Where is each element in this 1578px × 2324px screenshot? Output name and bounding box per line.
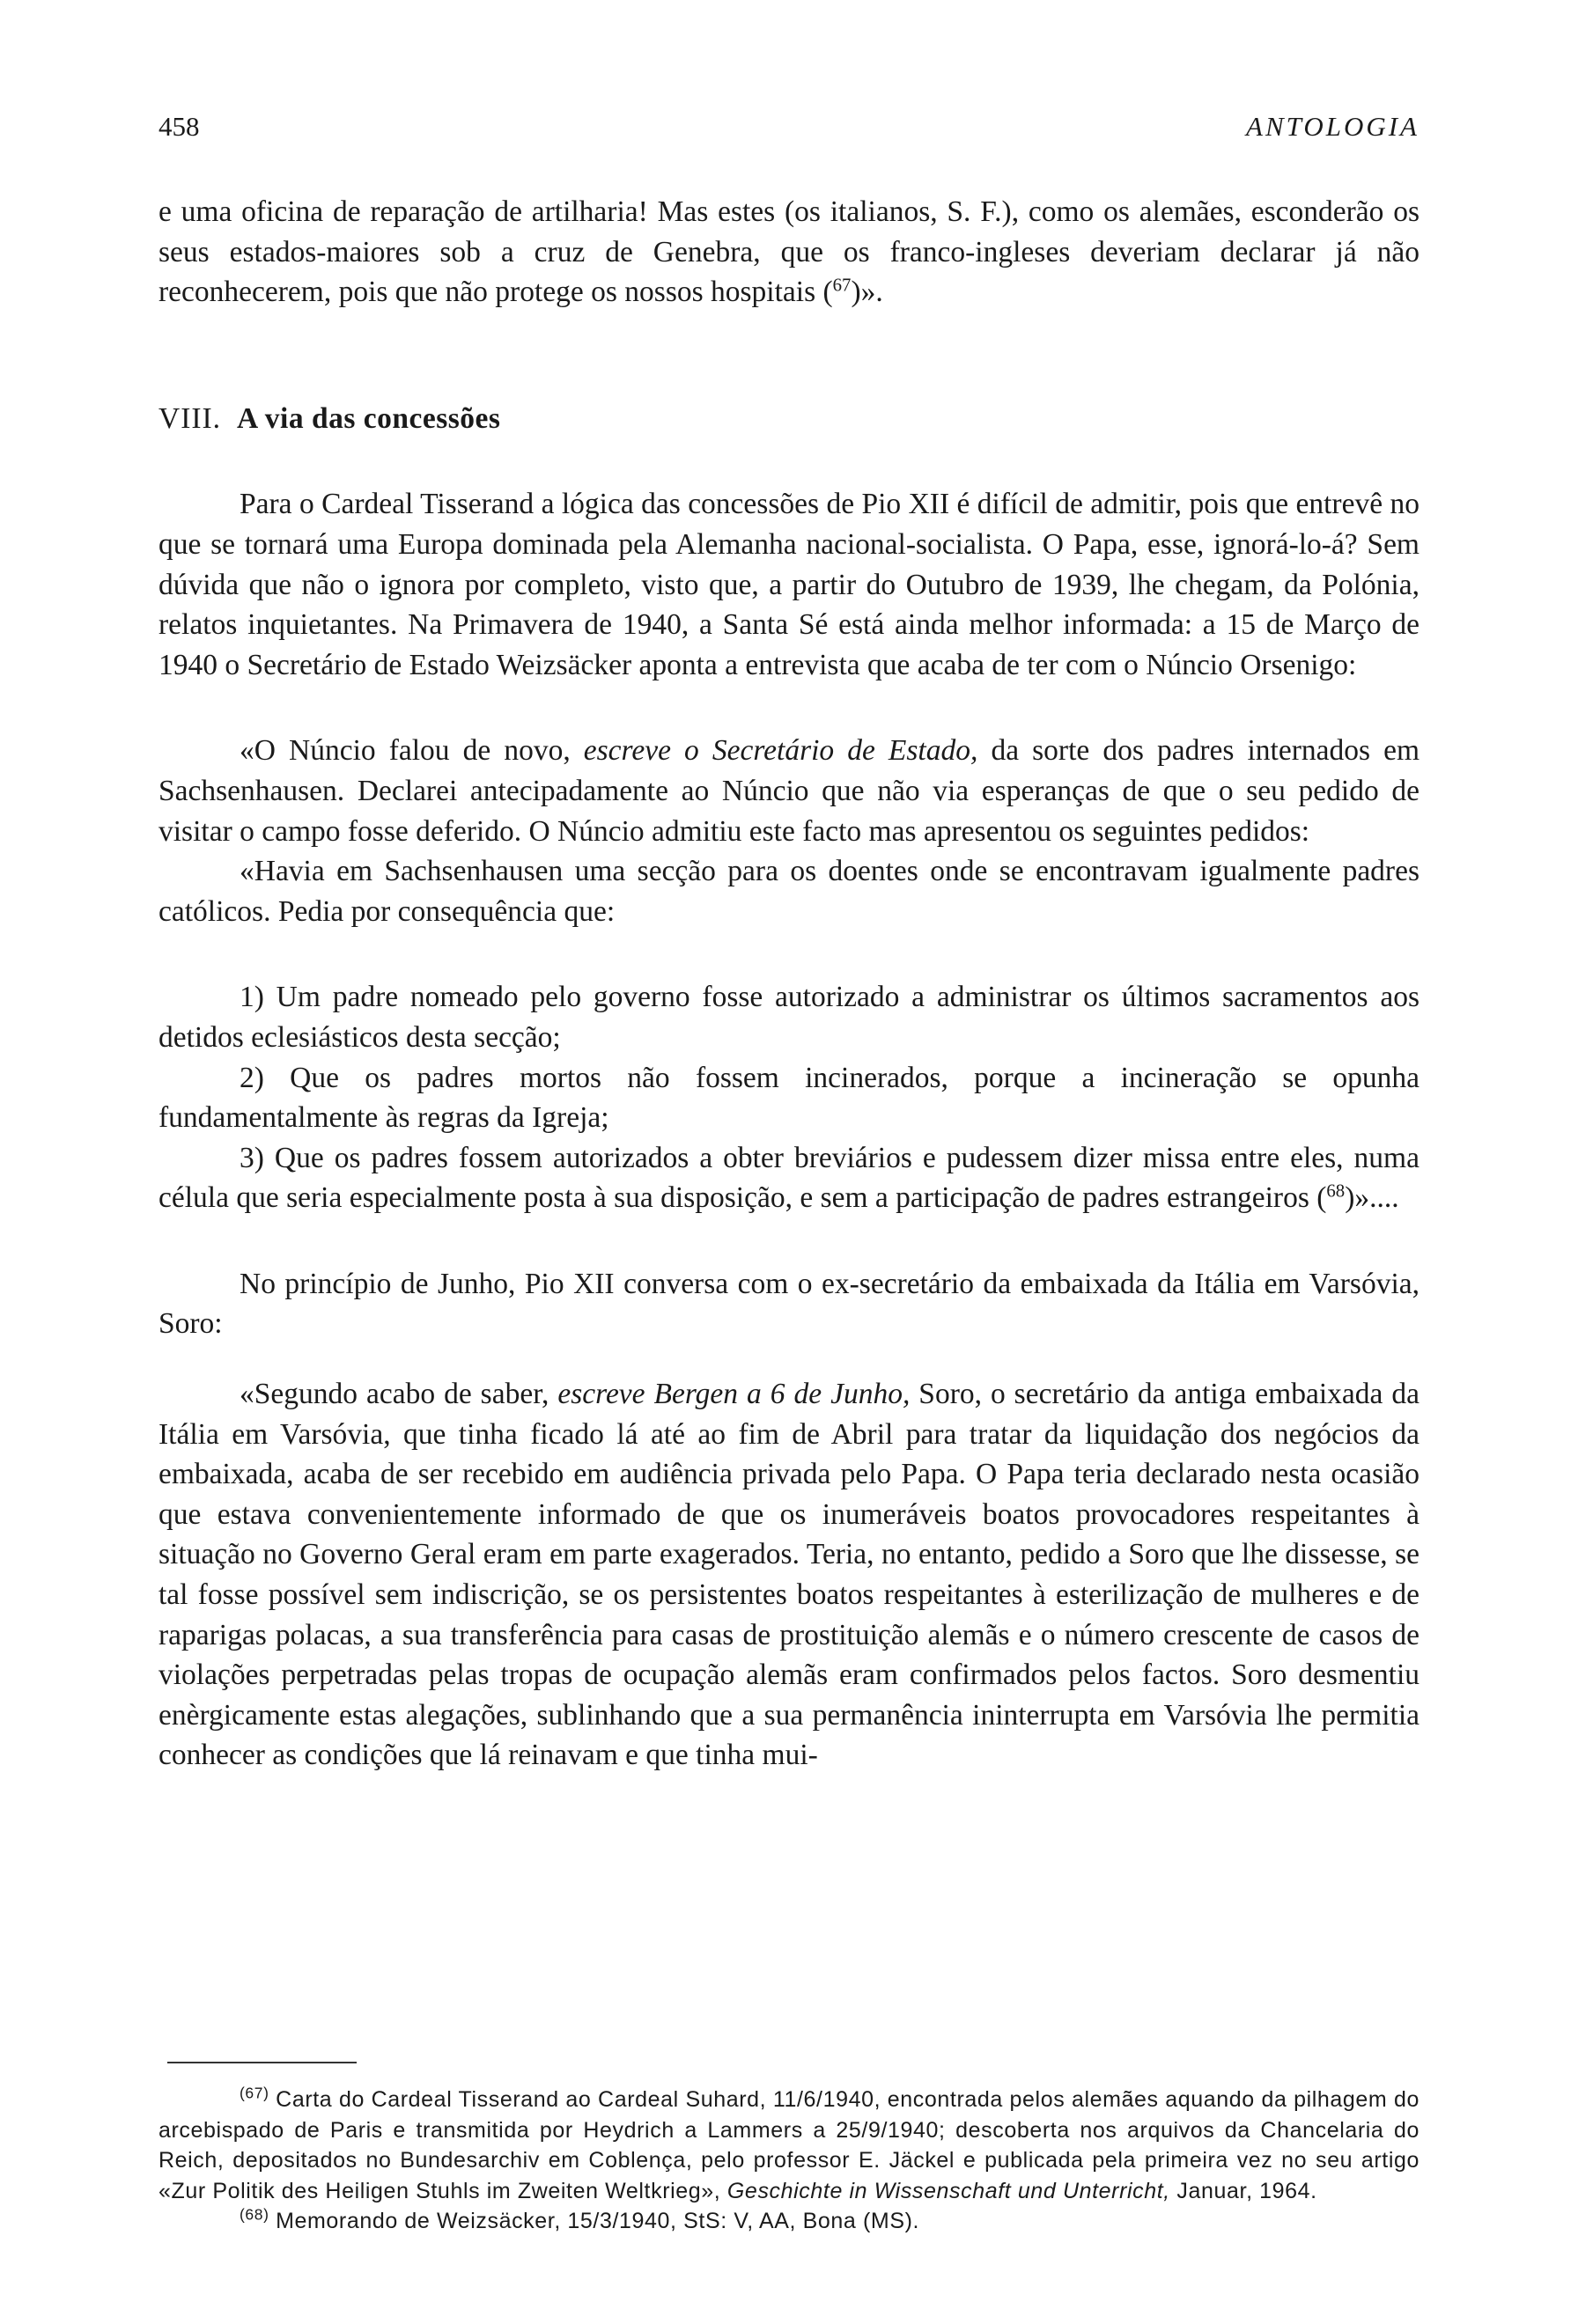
footnote <box>159 2085 1419 2206</box>
footnote-rule <box>167 2062 357 2063</box>
text-run: Memorando de Weizsäcker, 15/3/1940, StS: V, AA, Bona (MS). <box>269 2209 920 2233</box>
text-run: 3) Que os padres fossem autorizados a obter breviários e pudessem dizer missa entre eles, numa célula que seria especialmente posta à sua disposição, e sem a participação de padres estrangeiros ( <box>159 1141 1419 1215</box>
text-run: da sorte dos padres internados em Sachsenhausen. Declarei antecipadamente ao Núncio que não via esperanças de que o seu pedido de visitar o campo fosse deferido. O Núncio admitiu este facto mas apresentou os seguintes pedidos: <box>159 734 1420 848</box>
text-run: No princípio de Junho, Pio XII conversa com o ex-secretário da embaixada da Itália em Varsóvia, Soro: <box>159 1267 1419 1341</box>
text-run: Soro, o secretário da antiga embaixada da Itália em Varsóvia, que tinha ficado lá até ao fim de Abril para tratar da liquidação dos negócios da embaixada, acaba de ser recebido em audiência privada pelo Papa. O Papa teria declarado nesta ocasião que estava convenientemente informado de que os inumeráveis boatos provocadores respeitantes à situação no Governo Geral eram em parte exagerados. Teria, no entanto, pedido a Soro que lhe dissesse, se tal fosse possível sem indiscrição, se os persistentes boatos respeitantes à esterilização de mulheres e de raparigas polacas, a sua transferência para casas de prostituição alemãs e o número crescente de casos de violações perpetradas pelas tropas de ocupação alemãs eram confirmados pelos factos. Soro desmentiu enèrgicamente estas alegações, sublinhando que a sua permanência ininterrupta em Varsóvia lhe permitia conhecer as condições que lá reinavam e que tinha mui- <box>159 1378 1419 1772</box>
text-run: «O Núncio falou de novo, <box>240 734 584 768</box>
footnote-ref: 67 <box>832 275 852 296</box>
paragraph <box>159 731 1419 851</box>
footnote-ref: (67) <box>240 2084 269 2102</box>
footnote-ref: (68) <box>240 2205 269 2224</box>
italic-text: escreve o Secretário de Estado, <box>583 734 978 768</box>
section-number: VIII. <box>159 401 222 435</box>
text-run: )».... <box>1345 1181 1399 1215</box>
paragraph <box>159 1374 1419 1776</box>
section-title: A via das concessões <box>237 401 501 435</box>
text-run: 2) Que os padres mortos não fossem incinerados, porque a incineração se opunha fundamentalmente às regras da Igreja; <box>159 1061 1419 1135</box>
paragraph <box>159 851 1419 931</box>
section-heading <box>159 399 1419 439</box>
footnote-ref: 68 <box>1326 1180 1346 1202</box>
text-run: e uma oficina de reparação de artilharia! Mas estes (os italianos, S. F.), como os alemães, esconderão os seus estados-maiores sob a cruz de Genebra, que os franco-ingleses deveriam declarar já não reconhecerem, pois que não protege os nossos hospitais ( <box>159 195 1419 309</box>
page-number: 458 <box>159 111 200 142</box>
paragraph <box>159 1058 1419 1138</box>
body-text <box>159 192 1419 1776</box>
footnotes <box>159 2085 1419 2237</box>
text-run: )». <box>851 276 883 309</box>
running-head: ANTOLOGIA <box>1246 111 1419 142</box>
text-run: Para o Cardeal Tisserand a lógica das concessões de Pio XII é difícil de admitir, pois que entrevê no que se tornará uma Europa dominada pela Alemanha nacional-socialista. O Papa, esse, ignorá-lo-á? Sem dúvida que não o ignora por completo, visto que, a partir do Outubro de 1939, lhe chegam, da Polónia, relatos inquietantes. Na Primavera de 1940, a Santa Sé está ainda melhor informada: a 15 de Março de 1940 o Secretário de Estado Weizsäcker aponta a entrevista que acaba de ter com o Núncio Orsenigo: <box>159 488 1419 681</box>
italic-text: escreve Bergen a 6 de Junho, <box>557 1378 911 1411</box>
text-run: «Segundo acabo de saber, <box>240 1378 558 1411</box>
paragraph <box>159 977 1419 1057</box>
paragraph <box>159 1264 1419 1344</box>
paragraph <box>159 192 1419 313</box>
text-run: 1) Um padre nomeado pelo governo fosse autorizado a administrar os últimos sacramentos aos detidos eclesiásticos desta secção; <box>159 981 1419 1054</box>
text-run: «Havia em Sachsenhausen uma secção para os doentes onde se encontravam igualmente padres católicos. Pedia por consequência que: <box>159 855 1419 928</box>
italic-text: Geschichte in Wissenschaft und Unterricht, <box>726 2178 1170 2203</box>
paragraph <box>159 1138 1419 1218</box>
text-run: Carta do Cardeal Tisserand ao Cardeal Suhard, 11/6/1940, encontrada pelos alemães aquando da pilhagem do arcebispado de Paris e transmitida por Heydrich a Lammers a 25/9/1940; descoberta nos arquivos da Chancelaria do Reich, depositados no Bundesarchiv em Coblença, pelo professor E. Jäckel e publicada pela primeira vez no seu artigo «Zur Politik des Heiligen Stuhls im Zweiten Weltkrieg», <box>159 2087 1419 2203</box>
text-run: Januar, 1964. <box>1169 2178 1317 2203</box>
page-header <box>159 111 1419 146</box>
paragraph <box>159 484 1419 685</box>
footnote <box>159 2206 1419 2237</box>
